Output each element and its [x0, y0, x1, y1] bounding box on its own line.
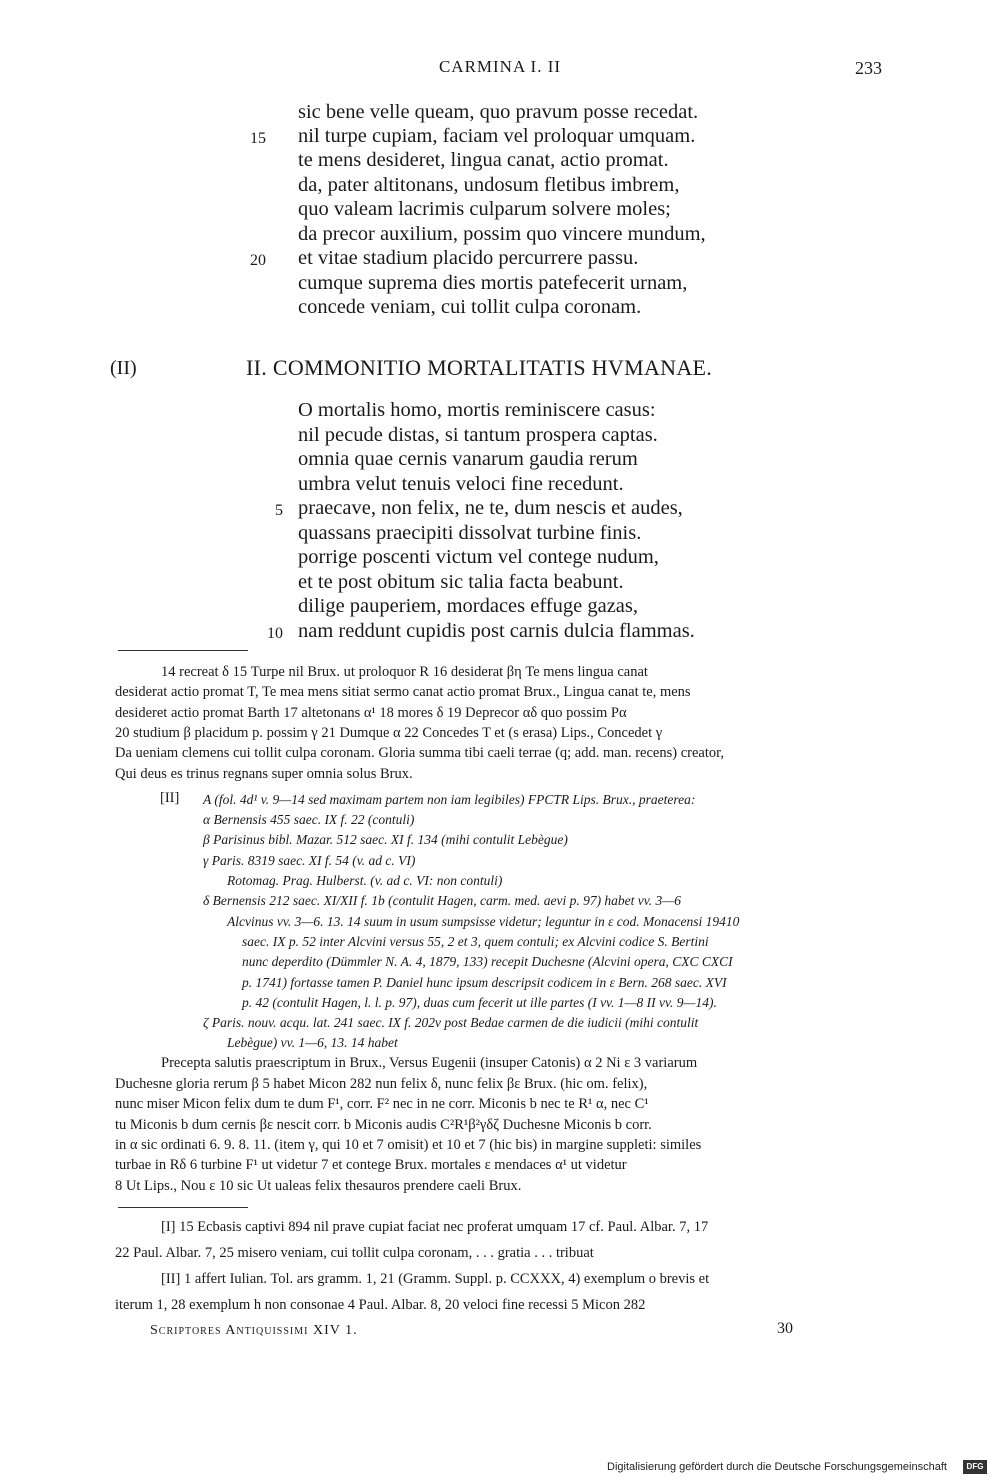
apparatus-line: 14 recreat δ 15 Turpe nil Brux. ut proloquor R 16 desiderat βη Te mens lingua canat	[161, 664, 648, 680]
testimonia-line: [I] 15 Ecbasis captivi 894 nil prave cupiat faciat nec proferat umquam 17 cf. Paul. Albar. 7, 17	[161, 1219, 709, 1235]
verse-number: 20	[250, 252, 266, 269]
verse-number: 15	[250, 130, 266, 147]
source-line: ζ Paris. nouv. acqu. lat. 241 saec. IX f. 202v post Bedae carmen de die iudicii (mihi contulit	[203, 1015, 699, 1030]
series-signature: Scriptores Antiquissimi XIV 1.	[150, 1323, 358, 1338]
section-heading: II. COMMONITIO MORTALITATIS HVMANAE.	[246, 355, 713, 380]
sheet-number: 30	[777, 1320, 793, 1337]
apparatus-line: nunc miser Micon felix dum te dum F¹, corr. F² nec in ne corr. Miconis b nec te R¹ α, nec C¹	[115, 1096, 649, 1112]
testimonia-line: iterum 1, 28 exemplum h non consonae 4 Paul. Albar. 8, 20 veloci fine recessi 5 Micon 282	[115, 1297, 646, 1313]
verse-line: dilige pauperiem, mordaces effuge gazas,	[298, 595, 639, 617]
apparatus-line: desideret actio promat Barth 17 altetonans α¹ 18 mores δ 19 Deprecor αδ quo possim Pα	[115, 705, 627, 721]
source-line: nunc deperdito (Dümmler N. A. 4, 1879, 133) recepit Duchesne (Alcvini opera, CXC CXCI	[242, 954, 733, 969]
source-line: Lebègue) vv. 1—6, 13. 14 habet	[227, 1035, 398, 1050]
section-tag: (II)	[110, 357, 137, 379]
verse-line: nam reddunt cupidis post carnis dulcia flammas.	[298, 620, 695, 642]
verse-line: praecave, non felix, ne te, dum nescis et audes,	[298, 497, 683, 519]
verse-line: et te post obitum sic talia facta beabunt.	[298, 571, 624, 593]
verse-number: 10	[267, 625, 283, 642]
running-title: CARMINA I. II	[438, 57, 562, 76]
verse-line: quassans praecipiti dissolvat turbine finis.	[298, 522, 642, 544]
verse-line: umbra velut tenuis veloci fine recedunt.	[298, 473, 624, 495]
dfg-logo-icon: DFG	[963, 1460, 987, 1474]
verse-line: da, pater altitonans, undosum fletibus imbrem,	[298, 174, 680, 196]
source-line: A (fol. 4d¹ v. 9—14 sed maximam partem non iam legibiles) FPCTR Lips. Brux., praeterea:	[203, 792, 696, 807]
source-line: α Bernensis 455 saec. IX f. 22 (contuli)	[203, 812, 415, 827]
verse-line: da precor auxilium, possim quo vincere mundum,	[298, 223, 706, 245]
source-line: p. 1741) fortasse tamen P. Daniel hunc ipsum descripsit codicem in ε Bern. 268 saec. XVI	[242, 975, 727, 990]
source-line: saec. IX p. 52 inter Alcvini versus 55, 2 et 3, quem contuli; ex Alcvini codice S. Bertini	[242, 934, 709, 949]
verse-line: nil pecude distas, si tantum prospera captas.	[298, 424, 658, 446]
verse-line: sic bene velle queam, quo pravum posse recedat.	[298, 101, 699, 123]
source-line: Alcvinus vv. 3—6. 13. 14 suum in usum sumpsisse videtur; leguntur in ε cod. Monacensi 19410	[227, 914, 740, 929]
apparatus-line: 8 Ut Lips., Nou ε 10 sic Ut ualeas felix thesauros prendere caeli Brux.	[115, 1178, 522, 1194]
apparatus-line: Duchesne gloria rerum β 5 habet Micon 282 nun felix δ, nunc felix βε Brux. (hic om. felix),	[115, 1076, 648, 1092]
apparatus-line: 20 studium β placidum p. possim γ 21 Dumque α 22 Concedes T et (s erasa) Lips., Concedet γ	[115, 725, 663, 741]
footnote-divider	[118, 650, 248, 651]
verse-line: cumque suprema dies mortis patefecerit urnam,	[298, 272, 688, 294]
verse-number: 5	[275, 502, 283, 519]
apparatus-line: tu Miconis b dum cernis βε nescit corr. b Miconis audis C²R¹β²γδζ Duchesne Miconis b corr.	[115, 1117, 652, 1133]
apparatus-line: desiderat actio promat T, Te mea mens sitiat sermo canat actio promat Brux., Lingua canat te, mens	[115, 684, 691, 700]
page-number: 233	[855, 58, 882, 78]
verse-line: O mortalis homo, mortis reminiscere casus:	[298, 399, 656, 421]
apparatus-line: Da ueniam clemens cui tollit culpa coronam. Gloria summa tibi caeli terrae (q; add. man. recens) creator,	[115, 745, 724, 761]
verse-line: te mens desideret, lingua canat, actio promat.	[298, 149, 669, 171]
source-line: δ Bernensis 212 saec. XI/XII f. 1b (contulit Hagen, carm. med. aevi p. 97) habet vv. 3—6	[203, 893, 682, 908]
apparatus-line: in α sic ordinati 6. 9. 8. 11. (item γ, qui 10 et 7 omisit) et 10 et 7 (hic bis) in margine suppleti: similes	[115, 1137, 702, 1153]
digitization-credit: Digitalisierung gefördert durch die Deutsche Forschungsgemeinschaft	[607, 1461, 947, 1473]
testimonia-line: 22 Paul. Albar. 7, 25 misero veniam, cui tollit culpa coronam, . . . gratia . . . tribuat	[115, 1245, 594, 1261]
verse-line: quo valeam lacrimis culparum solvere moles;	[298, 198, 671, 220]
verse-line: nil turpe cupiam, faciam vel proloquar umquam.	[298, 125, 696, 147]
apparatus-line: Qui deus es trinus regnans super omnia solus Brux.	[115, 766, 413, 782]
testimonia-line: [II] 1 affert Iulian. Tol. ars gramm. 1, 21 (Gramm. Suppl. p. CCXXX, 4) exemplum o brevis et	[161, 1271, 710, 1287]
source-line: Rotomag. Prag. Hulberst. (v. ad c. VI: non contuli)	[227, 873, 503, 888]
verse-line: et vitae stadium placido percurrere passu.	[298, 247, 639, 269]
verse-line: omnia quae cernis vanarum gaudia rerum	[298, 448, 638, 470]
source-label: [II]	[160, 790, 180, 806]
source-line: p. 42 (contulit Hagen, l. l. p. 97), duas cum fecerit ut ille partes (I vv. 1—8 II vv. 9—14).	[242, 995, 717, 1010]
verse-line: porrige poscenti victum vel contege nudum,	[298, 546, 659, 568]
testimonia-divider	[118, 1207, 248, 1208]
apparatus-line: turbae in Rδ 6 turbine F¹ ut videtur 7 et contege Brux. mortales ε mendaces α¹ ut videtur	[115, 1157, 627, 1173]
source-line: β Parisinus bibl. Mazar. 512 saec. XI f. 134 (mihi contulit Lebègue)	[203, 832, 568, 847]
source-line: γ Paris. 8319 saec. XI f. 54 (v. ad c. VI)	[203, 853, 416, 868]
apparatus-line: Precepta salutis praescriptum in Brux., Versus Eugenii (insuper Catonis) α 2 Ni ε 3 variarum	[161, 1055, 698, 1071]
verse-line: concede veniam, cui tollit culpa coronam.	[298, 296, 642, 318]
